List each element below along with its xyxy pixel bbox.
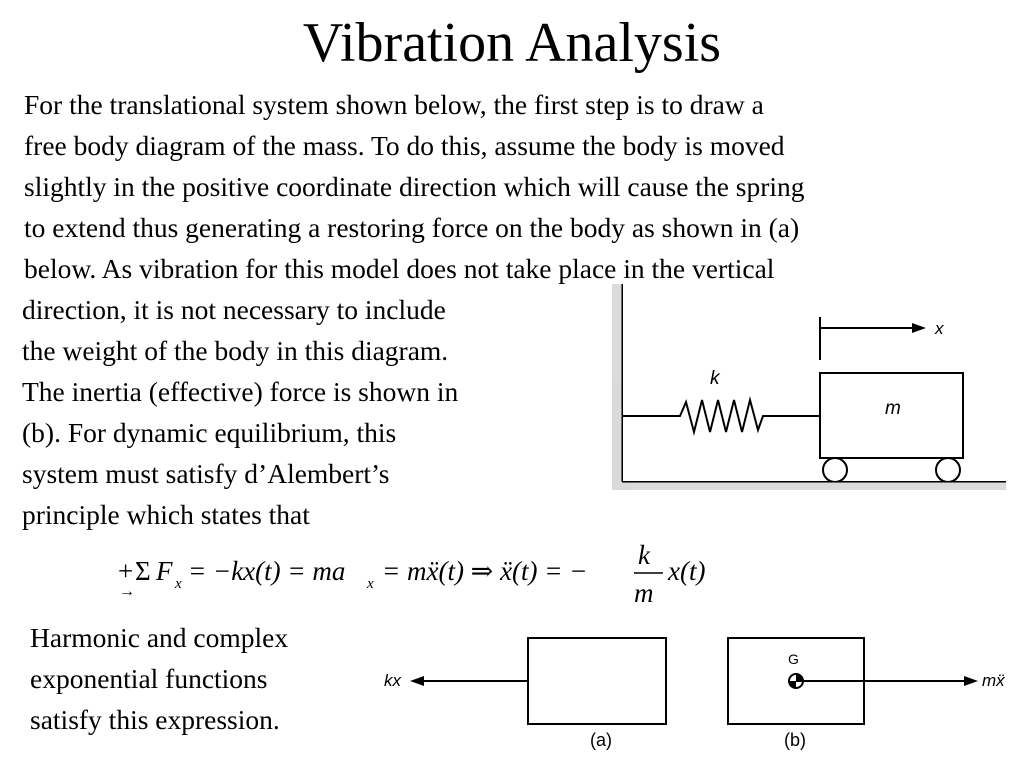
equation-arrow: →: [119, 583, 135, 600]
conclusion-line-2: exponential functions: [30, 663, 268, 694]
equation-subscript-x2: x: [367, 576, 374, 592]
conclusion-line-3: satisfy this expression.: [30, 704, 280, 735]
fbd-a-arrow-head: [410, 676, 424, 686]
mass-label: m: [885, 398, 901, 419]
slide-title: Vibration Analysis: [302, 12, 722, 74]
ground-hatch: [612, 482, 1006, 490]
fbd-b-caption: (b): [784, 730, 806, 750]
paragraph-line-3: slightly in the positive coordinate direction which will cause the spring: [24, 171, 805, 202]
spring-label: k: [710, 368, 720, 389]
paragraph-line-2: free body diagram of the mass. To do this, assume the body is moved: [24, 130, 785, 161]
x-arrow-head: [912, 323, 926, 333]
equation-subscript-x1: x: [175, 576, 182, 592]
equation-part-2: = mẍ(t) ⇒ ẍ(t) = −: [382, 556, 588, 586]
equation-force: F: [156, 556, 173, 586]
equation: [118, 540, 718, 608]
paragraph-line-9: (b). For dynamic equilibrium, this: [22, 417, 397, 448]
x-label: x: [935, 319, 944, 338]
equation-fraction-denominator: m: [634, 578, 654, 608]
conclusion-line-1: Harmonic and complex: [30, 622, 289, 653]
fbd-b-arrow-head: [964, 676, 978, 686]
fbd-a-caption: (a): [590, 730, 612, 750]
paragraph-line-8: The inertia (effective) force is shown in: [22, 376, 459, 407]
equation-fraction-numerator: k: [638, 540, 650, 570]
equation-plus: +: [118, 556, 134, 586]
left-wheel: [823, 458, 847, 482]
fbd-a-force-label: kx: [384, 671, 401, 690]
paragraph-line-6: direction, it is not necessary to include: [22, 294, 446, 325]
spring: [622, 400, 820, 432]
equation-sum: Σ: [135, 556, 151, 586]
equation-tail: x(t): [668, 556, 706, 586]
paragraph-line-4: to extend thus generating a restoring force on the body as shown in (a): [24, 212, 800, 243]
paragraph-line-7: the weight of the body in this diagram.: [22, 335, 449, 366]
spring-mass-figure: [590, 282, 1010, 528]
paragraph-line-5: below. As vibration for this model does not take place in the vertical: [24, 253, 775, 284]
equation-part-1: = −kx(t) = ma: [188, 556, 346, 586]
paragraph-line-11: principle which states that: [22, 499, 310, 530]
free-body-diagrams: [378, 628, 1018, 758]
wall-hatch: [612, 284, 622, 482]
center-label: G: [788, 651, 799, 667]
fbd-b-force-label: mẍ: [982, 671, 1005, 690]
paragraph-line-1: For the translational system shown below, the first step is to draw a: [24, 89, 764, 120]
fbd-a-mass-block: [528, 638, 666, 724]
right-wheel: [936, 458, 960, 482]
paragraph-line-10: system must satisfy d’Alembert’s: [22, 458, 390, 489]
